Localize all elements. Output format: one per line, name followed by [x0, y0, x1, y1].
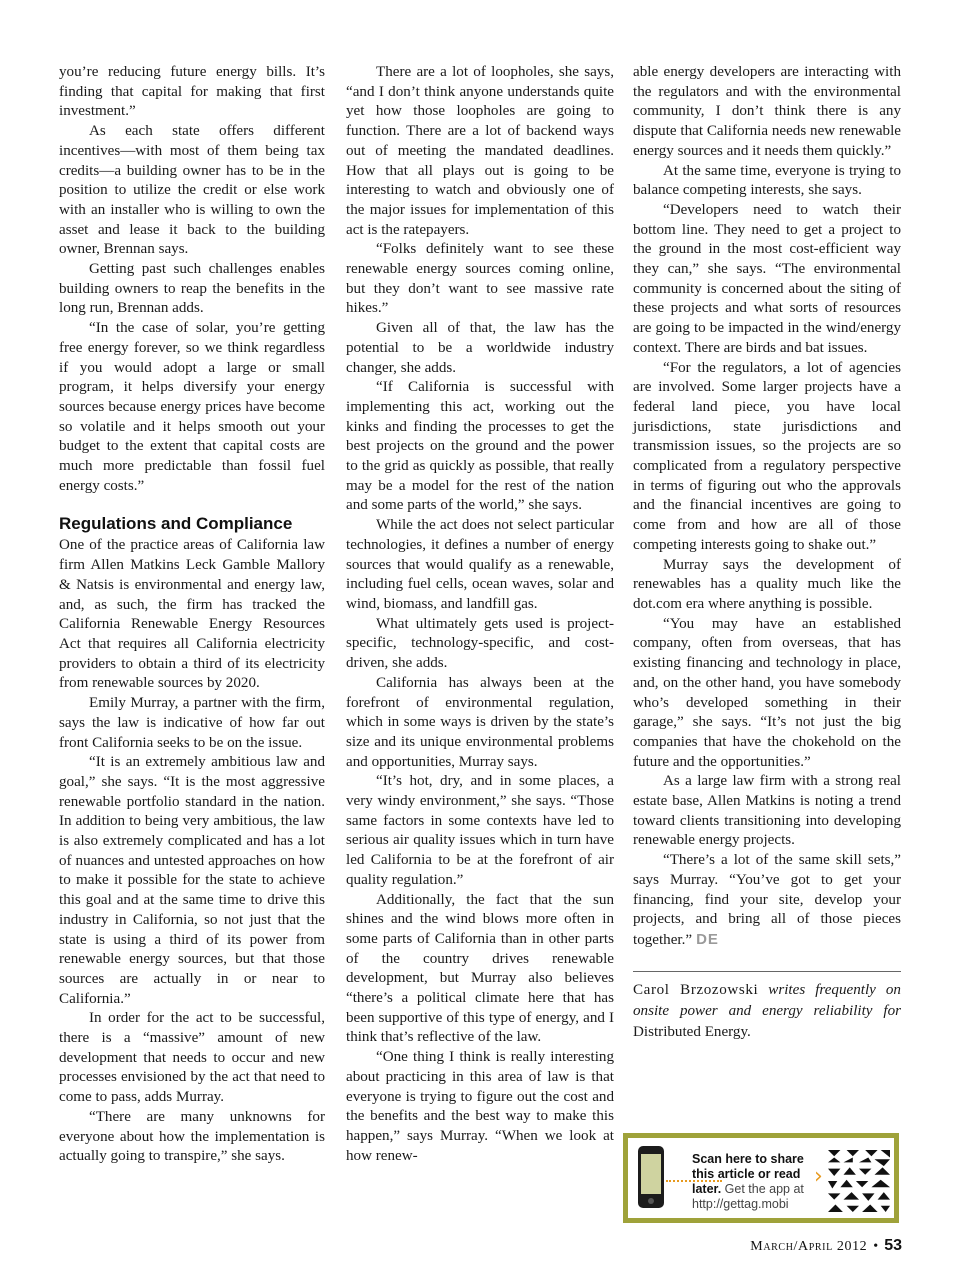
- paragraph: “For the regulators, a lot of agencies are involved. Some larger projects have a federal land piece, you have local jurisdictions, state jurisdictions and transmission issues, so the projects are so complicated from a regulatory perspective in terms of figuring out who the approvals and the financial incentives are going to come from and how are all of those competing interests going to shake out.”: [633, 359, 901, 553]
- publication-name: Distributed Energy.: [633, 1023, 751, 1040]
- page-footer: [750, 1237, 902, 1255]
- scan-tag-url[interactable]: http://gettag.mobi: [692, 1197, 789, 1211]
- paragraph: able energy developers are interacting with the regulators and with the environmental community, I don’t think there is any dispute that California needs new renewable energy sources and it needs them quickly.”: [633, 64, 901, 159]
- paragraph: What ultimately gets used is project-specific, technology-specific, and cost-driven, she adds.: [346, 615, 614, 672]
- closing-text: “There’s a lot of the same skill sets,” says Murray. “You’ve got to get your financing, find your site, develop your projects, and bring all of those pieces together.”: [633, 852, 901, 948]
- paragraph: “Developers need to watch their bottom line. They need to get a project to the ground in the most cost-efficient way they can,” she says. “The environmental community is concerned about the siting of these projects and what sorts of resources are going to be impacted in the wind/energy context. There are birds and bat issues.: [633, 201, 901, 356]
- arrow-right-icon: ›: [814, 1164, 823, 1189]
- column-2: [346, 63, 614, 1166]
- tag-code-icon[interactable]: [828, 1150, 890, 1212]
- paragraph: “In the case of solar, you’re getting free energy forever, so we think regardless if you would adopt a large or small program, it helps diversify your energy sources because energy prices have become so volatile and it helps smooth out your budget to the extent that capital costs are much more predictable than fossil fuel energy costs.”: [59, 320, 325, 494]
- page-number: 53: [884, 1237, 902, 1254]
- scan-tag-line-2: this article or read: [692, 1167, 801, 1181]
- author-bio: [633, 971, 901, 1043]
- paragraph: Given all of that, the law has the potential to be a worldwide industry changer, she adds.: [346, 320, 614, 376]
- paragraph: As a large law firm with a strong real estate base, Allen Matkins is noting a trend toward clients transitioning into developing renewable energy projects.: [633, 773, 901, 849]
- paragraph: While the act does not select particular technologies, it defines a number of energy sources that would qualify as a renewable, including fuel cells, ocean waves, solar and wind, biomass, and landfill gas.: [346, 517, 614, 612]
- paragraph: “Folks definitely want to see these renewable energy sources coming online, but they don’t want to see massive rate hikes.”: [346, 241, 614, 317]
- footer-separator: •: [873, 1239, 879, 1254]
- author-name: Carol Brzozowski: [633, 981, 759, 998]
- issue-date: March/April 2012: [750, 1239, 868, 1254]
- scan-tag-text: [692, 1152, 816, 1212]
- paragraph: “If California is successful with implementing this act, working out the kinks and finding the processes to get the best projects on the ground and the power to the grid as quickly as possible, that really may be a model for the rest of the nation and some parts of the world,” she says.: [346, 379, 614, 514]
- paragraph: California has always been at the forefront of environmental regulation, which in some ways is driven by the state’s size and its unique environmental problems and opportunities, Murray says.: [346, 674, 614, 770]
- paragraph: Getting past such challenges enables building owners to reap the benefits in the long run, Brennan adds.: [59, 261, 325, 317]
- paragraph: Additionally, the fact that the sun shines and the wind blows more often in some parts of California than in other parts of the country drives renewable development, but Murray also believes “there’s a political climate here that has been supportive of this type of energy, and I think that’s reflective of the law.: [346, 891, 614, 1046]
- scan-tag-line-3-bold: later.: [692, 1182, 722, 1196]
- scan-tag-box[interactable]: [623, 1133, 899, 1223]
- section-heading: Regulations and Compliance: [59, 514, 293, 534]
- paragraph: you’re reducing future energy bills. It’s finding that capital for making that first investment.”: [59, 64, 325, 120]
- author-bio-text: writes frequently on onsite power and energy reliability for: [633, 981, 901, 1019]
- paragraph: “It’s hot, dry, and in some places, a very windy environment,” she says. “Those same factors in some contexts have led to serious air quality issues which in turn have led California to be at the forefront of air quality regulation.”: [346, 773, 614, 888]
- paragraph: [633, 851, 901, 951]
- paragraph: “You may have an established company, often from overseas, that has existing financing and technology in place, and, on the other hand, you have somebody who’s developed something in their garage,” she says. “It’s not just the big companies that have the chokehold on the future and the opportunities.”: [633, 615, 901, 770]
- end-mark: DE: [696, 930, 719, 948]
- column-1: [59, 63, 325, 1167]
- paragraph: “One thing I think is really interesting about practicing in this area of law is that everyone is trying to figure out the cost and the benefits and the best way to make this happen,” says Murray. “When we look at how renew-: [346, 1049, 614, 1164]
- paragraph: As each state offers different incentives—with most of them being tax credits—a building owner has to be in the position to utilize the credit or else work with an installer who is willing to own the asset and lease it back to the building owner, Brennan says.: [59, 123, 325, 258]
- paragraph: Murray says the development of renewables has a quality much like the dot.com era where anything is possible.: [633, 556, 901, 612]
- paragraph: Emily Murray, a partner with the firm, says the law is indicative of how far out front California seeks to be on the issue.: [59, 695, 325, 751]
- smartphone-icon: [638, 1146, 664, 1208]
- paragraph: At the same time, everyone is trying to balance competing interests, she says.: [633, 162, 901, 199]
- column-3: [633, 63, 901, 1043]
- paragraph: “There are many unknowns for everyone about how the implementation is actually going to transpire,” she says.: [59, 1108, 325, 1165]
- scan-tag-line-1: Scan here to share: [692, 1152, 804, 1166]
- paragraph: “It is an extremely ambitious law and goal,” she says. “It is the most aggressive renewable portfolio standard in the nation. In addition to being very ambitious, the law is also extremely complicated and has a lot of nuances and untested approaches on how to make it possible for the state to achieve this goal and at the same time to drive this industry in California, so not just that the state is using a third of its power from renewable energy sources, but that those sources are actually in or near to California.”: [59, 754, 325, 1007]
- paragraph: In order for the act to be successful, there is a “massive” amount of new development that needs to occur and new processes envisioned by the act that need to come to pass, adds Murray.: [59, 1010, 325, 1106]
- scan-tag-line-3: Get the app at: [724, 1182, 804, 1196]
- paragraph: There are a lot of loopholes, she says, “and I don’t think anyone understands quite yet how those loopholes are going to function. There are a lot of backend ways out of meeting the mandated deadlines. How that all plays out is going to be interesting to watch and obviously one of the major issues for implementation of this act is the ratepayers.: [346, 64, 614, 238]
- paragraph: One of the practice areas of California law firm Allen Matkins Leck Gamble Mallory & Natsis is environmental and energy law, and, as such, the firm has tracked the California Renewable Energy Resources Act that requires all California electricity providers to obtain a third of its electricity from renewable sources by 2020.: [59, 537, 325, 692]
